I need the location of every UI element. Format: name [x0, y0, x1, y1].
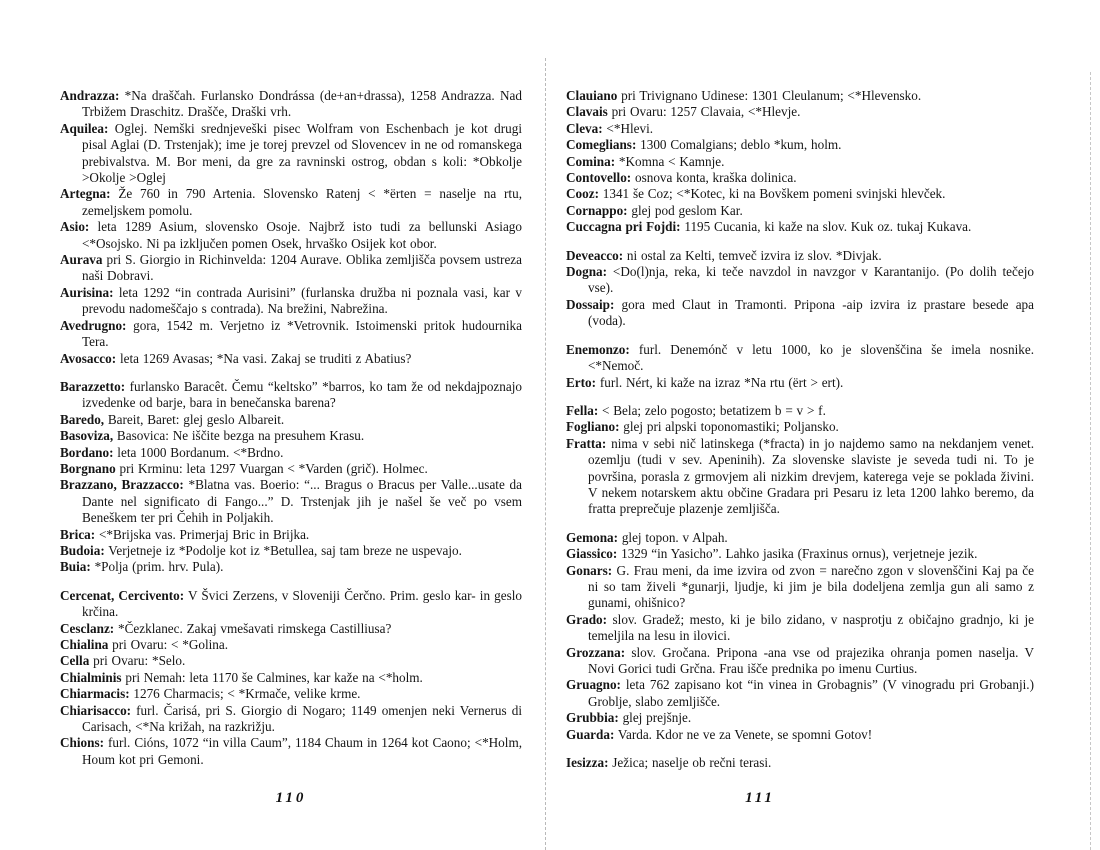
entry-headword: Aurisina: [60, 284, 114, 300]
dictionary-entry: Cercenat, Cercivento: V Švici Zerzens, v Sloveniji Čerčno. Prim. geslo kar- in geslo krčina. [60, 587, 523, 620]
entry-headword: Gonars: [566, 562, 613, 578]
right-page [566, 88, 1034, 806]
entry-headword: Giassico: [566, 546, 618, 562]
dictionary-entry: Grubbia: glej prejšnje. [566, 710, 692, 726]
dictionary-entry: Aquilea: Oglej. Nemški srednjeveški pisec Wolfram von Eschenbach je kot drugi pisal Aglai (D. Trstenjak); ime je torej prevzel od Slovencev in ne od romanskega prebivalstva. M. Bor meni, da gre za ravninski ostrog, obdan s koli: *Obkolje >Okolje >Oglej [60, 120, 522, 186]
entry-headword: Cleva: [566, 120, 603, 136]
entry-group [566, 403, 1034, 518]
dictionary-entry: Cella pri Ovaru: *Selo. [60, 653, 186, 669]
dictionary-entry: Fella: < Bela; zelo pogosto; betatizem b = v > f. [566, 402, 826, 418]
entry-headword: Borgnano [60, 460, 116, 476]
dictionary-entry: Cooz: 1341 še Coz; <*Kotec, ki na Bovškem pomeni svinjski hlevček. [566, 186, 946, 202]
entry-group [60, 588, 522, 768]
entry-headword: Andrazza: [60, 88, 120, 103]
dictionary-entry: Aurisina: leta 1292 “in contrada Aurisini” (furlanska družba ni poznala vasi, kar v prevodu nadomeščajo s contrada). Na brežini, Nabrežina. [60, 284, 522, 317]
dictionary-entry: Andrazza: *Na draščah. Furlansko Dondrássa (de+an+drassa), 1258 Andrazza. Nad Trbižem Draschitz. Drašče, Draški vrh. [60, 88, 522, 120]
dictionary-entry: Grado: slov. Gradež; mesto, ki je bilo zidano, v nasprotju z običajno gradnjo, ki je temeljila na lesu in ilovici. [566, 611, 1034, 644]
entry-headword: Iesizza: [566, 755, 609, 771]
dictionary-entry: Chions: furl. Cións, 1072 “in villa Caum”, 1184 Chaum in 1264 kot Caono; <*Holm, Houm kot pri Gemoni. [60, 735, 522, 767]
entry-group [566, 755, 1034, 771]
dictionary-entry: Chialina pri Ovaru: < *Golina. [60, 637, 229, 652]
dictionary-entry: Contovello: osnova konta, kraška dolinica. [566, 170, 797, 186]
dictionary-entry: Iesizza: Ježica; naselje ob rečni terasi. [566, 755, 772, 771]
dictionary-entry: Deveacco: ni ostal za Kelti, temveč izvira iz slov. *Divjak. [566, 247, 882, 263]
entry-headword: Clavais [566, 104, 608, 120]
entry-headword: Erto: [566, 374, 597, 390]
dictionary-entry: Grozzana: slov. Gročana. Pripona -ana vse od prajezika ohranja pomen naselja. V Novi Gorici tudi Grčna. Frau išče prednika po imenu Curtius. [566, 644, 1034, 676]
entry-headword: Brazzano, Brazzacco: [60, 477, 184, 493]
entry-group [566, 248, 1034, 330]
page-number: 110 [275, 790, 307, 806]
dictionary-entry: Basoviza, Basovica: Ne iščite bezga na presuhem Krasu. [60, 428, 365, 444]
dictionary-entry: Bordano: leta 1000 Bordanum. <*Brdno. [60, 444, 284, 460]
entry-headword: Bordano: [60, 444, 114, 460]
dictionary-entry: Chialminis pri Nemah: leta 1170 še Calmines, kar kaže na <*holm. [60, 669, 423, 685]
entry-headword: Artegna: [60, 186, 111, 202]
dictionary-entry: Buia: *Polja (prim. hrv. Pula). [60, 559, 224, 575]
right-page-text [566, 88, 1034, 771]
entry-headword: Avedrugno: [60, 317, 127, 333]
entry-group [60, 379, 522, 576]
dictionary-entry: Chiarmacis: 1276 Charmacis; < *Krmače, velike krme. [60, 686, 361, 702]
dictionary-entry: Gruagno: leta 762 zapisano kot “in vinea in Grobagnis” (V vinogradu pri Grobanji.) Groblje, slabo zemljišče. [566, 677, 1034, 709]
page-number: 111 [745, 790, 775, 806]
dictionary-entry: Gemona: glej topon. v Alpah. [566, 529, 728, 545]
dictionary-entry: Budoia: Verjetneje iz *Podolje kot iz *Betullea, saj tam breze ne uspevajo. [60, 542, 462, 558]
entry-headword: Cuccagna pri Fojdi: [566, 219, 681, 235]
entry-headword: Comeglians: [566, 137, 637, 153]
dictionary-entry: Enemonzo: furl. Denemónč v letu 1000, ko je slovenščina še imela nosnike. <*Nemoč. [566, 341, 1034, 374]
dictionary-entry: Artegna: Že 760 in 790 Artenia. Slovensko Ratenj < *ërten = naselje na rtu, zemeljskem pomolu. [60, 186, 522, 218]
entry-headword: Aquilea: [60, 120, 109, 136]
entry-headword: Enemonzo: [566, 341, 630, 357]
entry-group [566, 530, 1034, 743]
entry-headword: Clauiano [566, 88, 618, 103]
dictionary-entry: Fratta: nima v sebi nič latinskega (*fracta) in jo najdemo samo na nekdanjem venet. ozemlju (tudi v sev. Apeninih). Za slovenske slaviste je seveda tudi ni. To je površina, porasla z grmovjem ali nizkim drevjem, katerega veje se poklada živini. V nekem notarskem aktu občine Gradara pri Pesaru iz leta 1200 lahko beremo, da fratta preprečuje plazenje zemljišča. [566, 435, 1034, 517]
entry-headword: Buia: [60, 559, 91, 575]
dictionary-entry: Giassico: 1329 “in Yasicho”. Lahko jasika (Fraxinus ornus), verjetneje jezik. [566, 546, 978, 562]
dictionary-entry: Clavais pri Ovaru: 1257 Clavaia, <*Hlevje. [566, 104, 801, 120]
dictionary-entry: Cesclanz: *Čezklanec. Zakaj vmešavati rimskega Castilliusa? [60, 620, 392, 636]
entry-headword: Fratta: [566, 435, 607, 451]
entry-headword: Cesclanz: [60, 620, 115, 636]
dictionary-entry: Asio: leta 1289 Asium, slovensko Osoje. Najbrž isto tudi za bellunski Asiago <*Osojsko. Ni pa izključen pomen Osek, hrvaško Osijek kot obor. [60, 219, 522, 251]
left-page [60, 88, 523, 806]
entry-headword: Chialminis [60, 669, 122, 685]
entry-headword: Deveacco: [566, 247, 624, 263]
entry-headword: Grozzana: [566, 644, 626, 660]
dictionary-entry: Guarda: Varda. Kdor ne ve za Venete, se spomni Gotov! [566, 726, 873, 742]
entry-headword: Cooz: [566, 186, 599, 202]
entry-headword: Gruagno: [566, 677, 621, 693]
dictionary-entry: Aurava pri S. Giorgio in Richinvelda: 1204 Aurave. Oblika zemljišča povsem ustreza naši Dobravi. [60, 252, 522, 284]
dictionary-entry: Comeglians: 1300 Comalgians; deblo *kum, holm. [566, 137, 842, 153]
dictionary-entry: Cornappo: glej pod geslom Kar. [566, 202, 743, 218]
entry-headword: Gemona: [566, 529, 619, 545]
entry-headword: Chialina [60, 637, 109, 652]
dictionary-entry: Borgnano pri Krminu: leta 1297 Vuargan < *Varden (grič). Holmec. [60, 460, 428, 476]
entry-headword: Grado: [566, 611, 608, 627]
dictionary-entry: Clauiano pri Trivignano Udinese: 1301 Cleulanum; <*Hlevensko. [566, 88, 922, 103]
entry-headword: Cella [60, 653, 90, 669]
entry-headword: Chions: [60, 735, 104, 751]
entry-headword: Guarda: [566, 726, 615, 742]
entry-headword: Basoviza, [60, 428, 114, 444]
entry-headword: Aurava [60, 252, 103, 268]
dictionary-entry: Brazzano, Brazzacco: *Blatna vas. Boerio: “... Bragus o Bracus per Valle...usate da Dante nel significato di Fango...” D. Trstenjak jih je našel še več po vsem Beneškem ter pri Čehih in Poljakih. [60, 477, 522, 526]
entry-group [566, 88, 1034, 236]
entry-group [60, 88, 522, 367]
entry-headword: Budoia: [60, 542, 105, 558]
dictionary-entry: Dogna: <Do(l)nja, reka, ki teče navzdol in navzgor v Karantanijo. (Po dolih tečejo vse). [566, 264, 1034, 296]
dictionary-entry: Barazzetto: furlansko Baracêt. Čemu “keltsko” *barros, ko tam že od nekdajpoznajo izvedenke od barje, bara in benečanska barena? [60, 378, 522, 411]
entry-headword: Grubbia: [566, 710, 619, 726]
entry-headword: Asio: [60, 219, 90, 235]
dictionary-entry: Cuccagna pri Fojdi: 1195 Cucania, ki kaže na slov. Kuk oz. tukaj Kukava. [566, 219, 972, 235]
dictionary-entry: Gonars: G. Frau meni, da ime izvira od zvon = narečno zgon v slovenščini Kaj pa če ni so tam živeli *gunarji, ljudje, ki jim je bila dodeljena zemlja gun ali samo z gunami, ohišnico? [566, 562, 1034, 611]
entry-headword: Chiarisacco: [60, 702, 132, 718]
dictionary-entry: Brica: <*Brijska vas. Primerjaj Bric in Brijka. [60, 526, 310, 542]
dictionary-entry: Avedrugno: gora, 1542 m. Verjetno iz *Vetrovnik. Istoimenski pritok hudournika Tera. [60, 317, 522, 350]
entry-headword: Dogna: [566, 264, 608, 280]
entry-headword: Brica: [60, 526, 96, 542]
book-gutter-line [545, 58, 546, 850]
page-edge-line [1090, 72, 1091, 850]
entry-headword: Fella: [566, 402, 599, 418]
dictionary-entry: Chiarisacco: furl. Čarisá, pri S. Giorgio di Nogaro; 1149 omenjen neki Vernerus di Carisach, <*Na križah, na razkrižju. [60, 702, 522, 735]
entry-headword: Comina: [566, 153, 616, 169]
dictionary-entry: Baredo, Bareit, Baret: glej geslo Albareit. [60, 411, 285, 427]
entry-headword: Baredo, [60, 411, 105, 427]
dictionary-entry: Erto: furl. Nért, ki kaže na izraz *Na rtu (ërt > ert). [566, 374, 844, 390]
entry-headword: Cornappo: [566, 202, 628, 218]
entry-headword: Avosacco: [60, 350, 117, 366]
entry-headword: Cercenat, Cercivento: [60, 587, 185, 603]
dictionary-entry: Avosacco: leta 1269 Avasas; *Na vasi. Zakaj se truditi z Abatius? [60, 350, 412, 366]
dictionary-entry: Dossaip: gora med Claut in Tramonti. Pripona -aip izvira iz prastare besede apa (voda). [566, 296, 1034, 329]
entry-headword: Dossaip: [566, 296, 615, 312]
dictionary-entry: Comina: *Komna < Kamnje. [566, 153, 725, 169]
entry-headword: Barazzetto: [60, 378, 126, 394]
dictionary-entry: Fogliano: glej pri alpski toponomastiki; Poljansko. [566, 419, 839, 435]
dictionary-entry: Cleva: <*Hlevi. [566, 120, 654, 136]
entry-headword: Contovello: [566, 170, 632, 186]
entry-group [566, 342, 1034, 391]
left-page-text [60, 88, 522, 768]
entry-headword: Fogliano: [566, 419, 620, 435]
entry-headword: Chiarmacis: [60, 686, 130, 702]
